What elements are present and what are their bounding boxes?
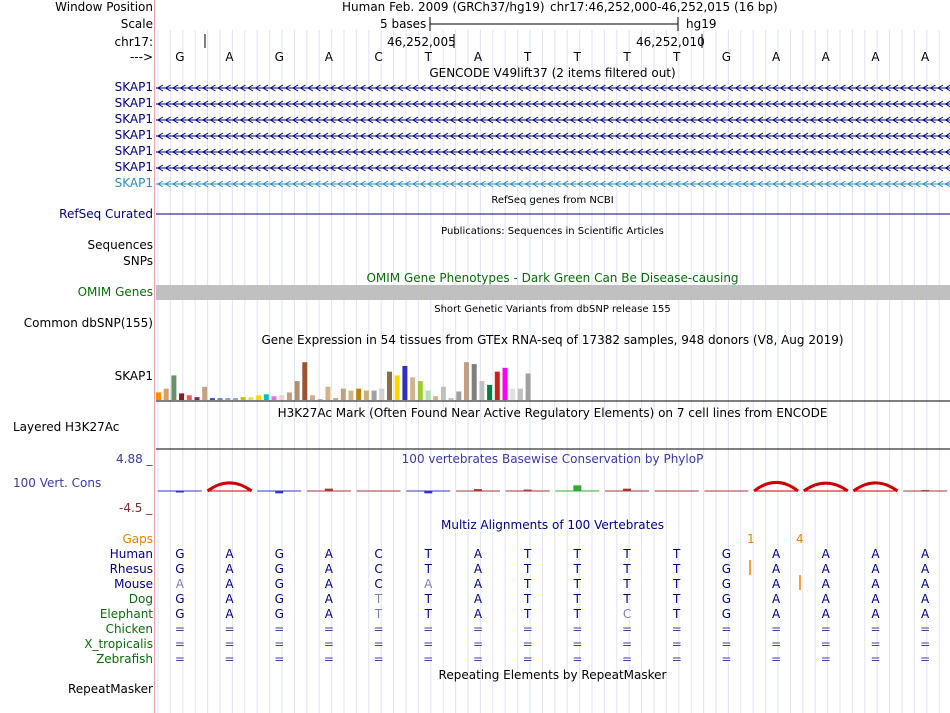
multiz-base: T <box>573 607 582 621</box>
repeatmasker-title[interactable]: Repeating Elements by RepeatMasker <box>438 668 667 682</box>
multiz-base: A <box>771 592 781 606</box>
multiz-base: A <box>921 562 930 576</box>
sequence-base: A <box>324 50 334 64</box>
repeatmasker-label[interactable]: RepeatMasker <box>67 682 153 696</box>
multiz-base: G <box>721 577 732 591</box>
multiz-base: = <box>870 652 881 666</box>
multiz-base: A <box>771 607 781 621</box>
multiz-base: A <box>175 577 184 591</box>
cons-bar <box>573 485 581 491</box>
gtex-bar <box>456 391 461 400</box>
multiz-base: G <box>175 562 185 576</box>
multiz-base: = <box>274 622 285 636</box>
gtex-bar <box>526 374 531 400</box>
multiz-base: = <box>323 622 334 636</box>
sequence-base: A <box>473 50 483 64</box>
gtex-bar <box>295 381 300 400</box>
sequence-base: T <box>573 50 582 64</box>
multiz-base: A <box>473 607 483 621</box>
multiz-base: C <box>374 562 383 576</box>
multiz-base: = <box>771 652 782 666</box>
multiz-base: T <box>523 577 532 591</box>
sequence-base: T <box>523 50 532 64</box>
multiz-base: = <box>820 637 831 651</box>
sequence-base: T <box>673 50 681 64</box>
multiz-base: = <box>274 652 285 666</box>
multiz-base: = <box>174 637 185 651</box>
gtex-bar <box>387 372 392 400</box>
sequence-base: A <box>821 50 830 64</box>
multiz-base: G <box>721 547 732 561</box>
multiz-base: T <box>623 592 631 606</box>
multiz-base: A <box>821 562 830 576</box>
multiz-base: A <box>921 547 930 561</box>
multiz-base: = <box>721 652 732 666</box>
multiz-base: T <box>673 607 681 621</box>
gtex-bar <box>318 399 323 400</box>
multiz-base: C <box>374 577 383 591</box>
cons-min-label: -4.5 _ <box>119 501 153 515</box>
gtex-bar <box>241 397 246 400</box>
multiz-base: T <box>573 592 582 606</box>
omim-title[interactable]: OMIM Gene Phenotypes - Dark Green Can Be Disease-causing <box>366 271 739 285</box>
multiz-base: T <box>673 592 681 606</box>
gtex-bar <box>449 398 454 400</box>
multiz-base: T <box>573 577 582 591</box>
chrom-label[interactable]: chr17: <box>114 35 153 49</box>
multiz-base: = <box>373 637 384 651</box>
gencode-gene-label[interactable]: SKAP1 <box>114 144 153 158</box>
conservation-label[interactable]: 100 Vert. Cons <box>13 476 102 490</box>
gtex-bar <box>218 398 223 400</box>
gtex-bar <box>441 387 446 400</box>
gtex-bar <box>156 392 161 400</box>
cons-bar <box>921 490 929 492</box>
multiz-base: G <box>274 577 284 591</box>
multiz-base: G <box>274 592 284 606</box>
multiz-base: = <box>522 652 533 666</box>
multiz-base: A <box>324 562 334 576</box>
gtex-bar <box>279 395 284 400</box>
gtex-bar <box>171 375 176 400</box>
multiz-base: T <box>424 547 432 561</box>
multiz-base: = <box>622 652 633 666</box>
multiz-base: A <box>821 577 830 591</box>
gtex-bar <box>487 385 492 400</box>
gtex-bar <box>518 389 523 400</box>
gtex-bar <box>164 389 169 400</box>
cons-bar <box>275 491 283 493</box>
multiz-species-label[interactable]: Chicken <box>105 622 153 636</box>
dbsnp-label[interactable]: Common dbSNP(155) <box>23 316 153 330</box>
multiz-base: T <box>623 547 631 561</box>
multiz-base: A <box>473 562 483 576</box>
multiz-base: A <box>821 547 830 561</box>
dbsnp-title[interactable]: Short Genetic Variants from dbSNP release 155 <box>434 304 671 315</box>
cons-bar <box>524 490 532 492</box>
gencode-gene-label[interactable]: SKAP1 <box>114 80 153 94</box>
multiz-species-label[interactable]: Mouse <box>114 577 153 591</box>
multiz-species-label[interactable]: Elephant <box>99 607 153 621</box>
refseq-title[interactable]: RefSeq genes from NCBI <box>491 195 614 206</box>
sequence-base: T <box>623 50 631 64</box>
h3k27ac-label[interactable]: Layered H3K27Ac <box>13 420 120 434</box>
multiz-base: A <box>871 577 880 591</box>
cons-bar <box>623 489 631 491</box>
multiz-base: = <box>820 652 831 666</box>
label-divider <box>154 0 155 713</box>
gtex-bar <box>256 395 261 400</box>
gtex-bar <box>379 389 384 400</box>
refseq-label[interactable]: RefSeq Curated <box>59 207 153 221</box>
gtex-bar <box>503 368 508 400</box>
cons-bar <box>325 489 333 491</box>
cons-bar <box>424 491 432 493</box>
gtex-bar <box>372 391 377 400</box>
multiz-base: G <box>721 607 732 621</box>
multiz-base: C <box>374 547 383 561</box>
multiz-base: = <box>771 622 782 636</box>
multiz-base: A <box>473 547 483 561</box>
multiz-base: A <box>473 577 483 591</box>
multiz-base: A <box>921 577 930 591</box>
gtex-bar <box>248 397 253 400</box>
multiz-base: = <box>472 622 484 636</box>
multiz-base: = <box>671 637 682 651</box>
multiz-base: = <box>423 637 434 651</box>
multiz-base: A <box>771 577 781 591</box>
multiz-base: T <box>573 547 582 561</box>
conservation-title[interactable]: 100 vertebrates Basewise Conservation by PhyloP <box>401 452 704 466</box>
multiz-base: T <box>573 562 582 576</box>
multiz-base: = <box>174 652 185 666</box>
scale-text: 5 bases <box>380 17 427 31</box>
multiz-base: = <box>224 637 235 651</box>
multiz-base: = <box>472 652 484 666</box>
gaps-label: Gaps <box>122 532 153 546</box>
multiz-base: T <box>424 592 432 606</box>
gtex-bar <box>395 375 400 400</box>
cons-peak <box>853 483 897 491</box>
multiz-base: = <box>671 622 682 636</box>
multiz-base: = <box>671 652 682 666</box>
sequence-base: G <box>175 50 185 64</box>
publications-label-sequences[interactable]: Sequences <box>87 238 153 252</box>
gtex-bar <box>356 389 361 400</box>
multiz-base: A <box>821 607 830 621</box>
multiz-base: A <box>324 607 334 621</box>
multiz-base: = <box>323 652 334 666</box>
gtex-bar <box>202 387 207 400</box>
gtex-bar <box>272 396 277 400</box>
multiz-base: A <box>324 547 334 561</box>
multiz-base: = <box>920 652 931 666</box>
gtex-bar <box>225 398 230 400</box>
publications-label-snps[interactable]: SNPs <box>123 254 153 268</box>
sequence-base: A <box>771 50 781 64</box>
gtex-bar <box>302 362 307 400</box>
multiz-base: T <box>673 562 681 576</box>
coord-label-1: 46,252,005 <box>387 35 456 49</box>
multiz-base: A <box>225 607 234 621</box>
sequence-base: C <box>374 50 383 64</box>
sequence-base: G <box>274 50 284 64</box>
multiz-base: G <box>721 592 732 606</box>
multiz-base: = <box>224 622 235 636</box>
multiz-base: A <box>324 592 334 606</box>
gtex-bar <box>325 387 330 400</box>
multiz-base: = <box>224 652 235 666</box>
multiz-base: A <box>424 577 433 591</box>
multiz-base: T <box>673 577 681 591</box>
gtex-bar <box>233 398 238 400</box>
coord-label-2: 46,252,010 <box>636 35 705 49</box>
multiz-base: = <box>870 637 881 651</box>
multiz-base: G <box>175 547 185 561</box>
multiz-base: A <box>324 577 334 591</box>
multiz-base: T <box>523 547 532 561</box>
multiz-base: T <box>523 592 532 606</box>
multiz-base: = <box>572 652 583 666</box>
gtex-bar <box>187 395 192 400</box>
multiz-base: = <box>423 622 434 636</box>
omim-bar <box>156 285 950 300</box>
multiz-base: A <box>225 562 234 576</box>
multiz-base: = <box>572 637 583 651</box>
assembly-text: Human Feb. 2009 (GRCh37/hg19) <box>342 0 545 14</box>
gtex-bar <box>510 389 515 400</box>
multiz-base: A <box>821 592 830 606</box>
multiz-base: = <box>373 652 384 666</box>
gtex-title[interactable]: Gene Expression in 54 tissues from GTEx RNA-seq of 17382 samples, 948 donors (V8, Aug 2019) <box>261 333 844 347</box>
multiz-species-label[interactable]: Rhesus <box>109 562 153 576</box>
multiz-base: A <box>921 592 930 606</box>
multiz-species-label[interactable]: Dog <box>128 592 153 606</box>
multiz-base: = <box>274 637 285 651</box>
gencode-gene-label[interactable]: SKAP1 <box>114 160 153 174</box>
db-label: hg19 <box>686 17 717 31</box>
multiz-base: = <box>771 637 782 651</box>
gtex-bar <box>495 372 500 400</box>
multiz-base: = <box>920 637 931 651</box>
sequence-base: T <box>424 50 432 64</box>
multiz-base: A <box>921 607 930 621</box>
cons-peak <box>754 482 798 491</box>
gtex-bar <box>341 389 346 400</box>
sequence-base: A <box>225 50 234 64</box>
cons-bar <box>474 489 482 491</box>
gtex-bar <box>333 398 338 400</box>
strand-arrow: ---> <box>129 50 153 64</box>
multiz-base: = <box>622 622 633 636</box>
multiz-base: G <box>274 607 284 621</box>
multiz-base: = <box>522 637 533 651</box>
scale-label: Scale <box>120 17 153 31</box>
omim-label[interactable]: OMIM Genes <box>77 285 153 299</box>
multiz-base: C <box>622 607 632 621</box>
multiz-species-label[interactable]: Zebrafish <box>96 652 153 666</box>
gtex-bar <box>310 395 315 400</box>
multiz-base: = <box>522 622 533 636</box>
gtex-bar <box>210 398 215 400</box>
multiz-species-label[interactable]: X_tropicalis <box>84 637 153 651</box>
multiz-base: A <box>871 607 880 621</box>
position-text: chr17:46,252,000-46,252,015 (16 bp) <box>550 0 778 14</box>
gencode-title[interactable]: GENCODE V49lift37 (2 items filtered out) <box>429 66 676 80</box>
multiz-base: A <box>225 592 234 606</box>
sequence-base: A <box>871 50 880 64</box>
gtex-label[interactable]: SKAP1 <box>114 369 153 383</box>
sequence-base: G <box>721 50 732 64</box>
multiz-base: A <box>225 547 234 561</box>
gtex-bar <box>402 366 407 400</box>
multiz-base: = <box>920 622 931 636</box>
multiz-base: G <box>721 562 732 576</box>
multiz-title[interactable]: Multiz Alignments of 100 Vertebrates <box>440 518 665 532</box>
multiz-base: A <box>871 592 880 606</box>
multiz-base: T <box>374 607 383 621</box>
multiz-base: T <box>623 562 631 576</box>
sequence-base: A <box>921 50 930 64</box>
gtex-bar <box>426 391 431 400</box>
multiz-base: A <box>871 562 880 576</box>
gencode-gene-label[interactable]: SKAP1 <box>114 96 153 110</box>
multiz-species-label[interactable]: Human <box>109 547 153 561</box>
multiz-base: G <box>274 547 284 561</box>
gap-number-1: 1 <box>747 532 755 546</box>
multiz-base: A <box>473 592 483 606</box>
multiz-base: = <box>721 622 732 636</box>
multiz-base: A <box>225 577 234 591</box>
multiz-base: T <box>424 607 432 621</box>
multiz-base: = <box>423 652 434 666</box>
multiz-base: A <box>771 562 781 576</box>
multiz-base: = <box>820 622 831 636</box>
gtex-bar <box>472 364 477 400</box>
window-position-label: Window Position <box>55 0 153 14</box>
multiz-base: G <box>175 592 185 606</box>
multiz-base: T <box>374 592 383 606</box>
gtex-bar <box>464 362 469 400</box>
h3k27ac-title[interactable]: H3K27Ac Mark (Often Found Near Active Regulatory Elements) on 7 cell lines from ENCODE <box>277 406 828 420</box>
multiz-base: = <box>870 622 881 636</box>
multiz-base: A <box>771 547 781 561</box>
multiz-base: T <box>424 562 432 576</box>
multiz-base: = <box>472 637 484 651</box>
multiz-base: = <box>572 622 583 636</box>
multiz-base: A <box>871 547 880 561</box>
gap-number-2: 4 <box>796 532 804 546</box>
cons-bar <box>176 491 184 493</box>
multiz-base: = <box>373 622 384 636</box>
multiz-base: = <box>721 637 732 651</box>
multiz-base: = <box>174 622 185 636</box>
gtex-bar <box>179 393 184 400</box>
gtex-bar <box>264 394 269 400</box>
gencode-gene-label[interactable]: SKAP1 <box>114 128 153 142</box>
gtex-bar <box>418 381 423 400</box>
gtex-bar <box>433 396 438 400</box>
multiz-base: T <box>623 577 631 591</box>
multiz-base: T <box>523 562 532 576</box>
multiz-base: T <box>523 607 532 621</box>
cons-max-label: 4.88 _ <box>116 452 153 466</box>
gtex-bar <box>479 381 484 400</box>
multiz-base: G <box>175 607 185 621</box>
gtex-bar <box>410 377 415 400</box>
multiz-base: G <box>274 562 284 576</box>
gtex-bar <box>287 392 292 400</box>
gencode-gene-label[interactable]: SKAP1 <box>114 176 153 190</box>
multiz-base: T <box>673 547 681 561</box>
gtex-bar <box>195 397 200 400</box>
multiz-base: = <box>323 637 334 651</box>
gtex-bar <box>349 391 354 400</box>
gencode-gene-label[interactable]: SKAP1 <box>114 112 153 126</box>
cons-peak <box>804 483 848 491</box>
publications-title[interactable]: Publications: Sequences in Scientific Articles <box>441 226 664 237</box>
multiz-base: = <box>622 637 633 651</box>
gtex-bar <box>364 391 369 400</box>
